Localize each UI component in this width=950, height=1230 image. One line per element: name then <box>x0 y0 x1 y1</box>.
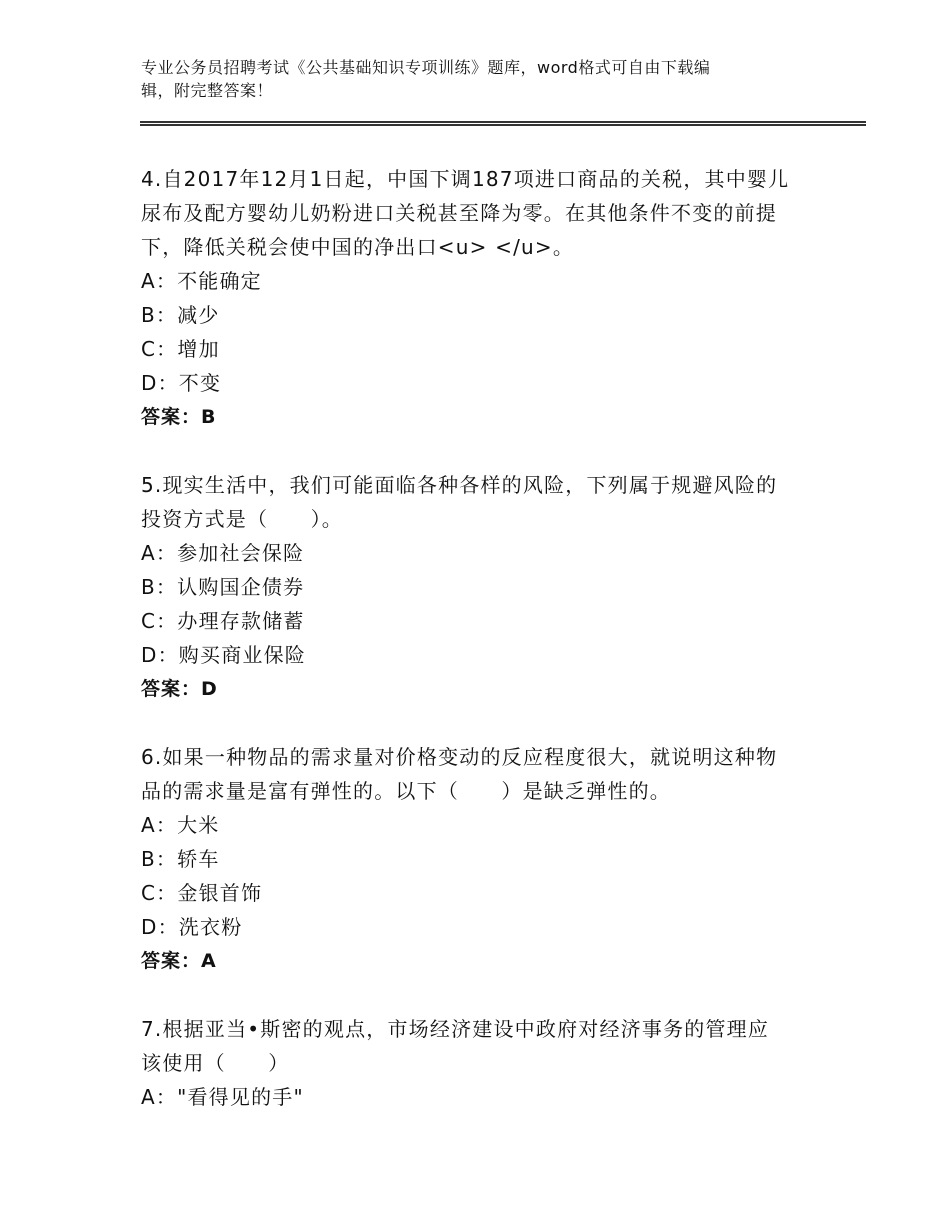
answer: 答案：B <box>141 406 217 428</box>
question-stem: 4.自2017年12月1日起，中国下调187项进口商品的关税，其中婴儿 <box>141 167 790 191</box>
question-stem: 下，降低关税会使中国的净出口<u> </u>。 <box>141 235 575 259</box>
option-d: D：洗衣粉 <box>141 915 243 939</box>
question-stem: 6.如果一种物品的需求量对价格变动的反应程度很大，就说明这种物 <box>141 745 778 769</box>
question-stem: 尿布及配方婴幼儿奶粉进口关税甚至降为零。在其他条件不变的前提 <box>141 201 777 225</box>
spacer <box>141 706 821 740</box>
option-d: D：不变 <box>141 371 222 395</box>
option-a: A：不能确定 <box>141 269 262 293</box>
option-c: C：金银首饰 <box>141 881 263 905</box>
question-stem: 5.现实生活中，我们可能面临各种各样的风险，下列属于规避风险的 <box>141 473 778 497</box>
question-stem: 7.根据亚当•斯密的观点，市场经济建设中政府对经济事务的管理应 <box>141 1017 770 1041</box>
question-5 <box>141 468 821 706</box>
question-6 <box>141 740 821 978</box>
spacer <box>141 434 821 468</box>
question-stem: 投资方式是（ ）。 <box>141 507 343 531</box>
answer: 答案：A <box>141 950 217 972</box>
header-rule-top <box>140 121 866 123</box>
header-line-1: 专业公务员招聘考试《公共基础知识专项训练》题库，word格式可自由下载编 <box>141 58 711 77</box>
option-a: A：参加社会保险 <box>141 541 305 565</box>
document-header <box>141 56 841 102</box>
header-rule-bottom <box>140 124 866 126</box>
question-7 <box>141 1012 821 1114</box>
option-c: C：办理存款储蓄 <box>141 609 305 633</box>
option-b: B：减少 <box>141 303 220 327</box>
spacer <box>141 978 821 1012</box>
option-b: B：轿车 <box>141 847 220 871</box>
answer: 答案：D <box>141 678 218 700</box>
option-c: C：增加 <box>141 337 220 361</box>
question-stem: 品的需求量是富有弹性的。以下（ ）是缺乏弹性的。 <box>141 779 671 803</box>
option-a: A：大米 <box>141 813 220 837</box>
header-line-2: 辑，附完整答案！ <box>141 81 274 100</box>
option-a: A："看得见的手" <box>141 1085 304 1109</box>
option-b: B：认购国企债券 <box>141 575 305 599</box>
option-d: D：购买商业保险 <box>141 643 307 667</box>
question-list <box>141 162 821 1114</box>
question-stem: 该使用（ ） <box>141 1051 290 1075</box>
question-4 <box>141 162 821 434</box>
